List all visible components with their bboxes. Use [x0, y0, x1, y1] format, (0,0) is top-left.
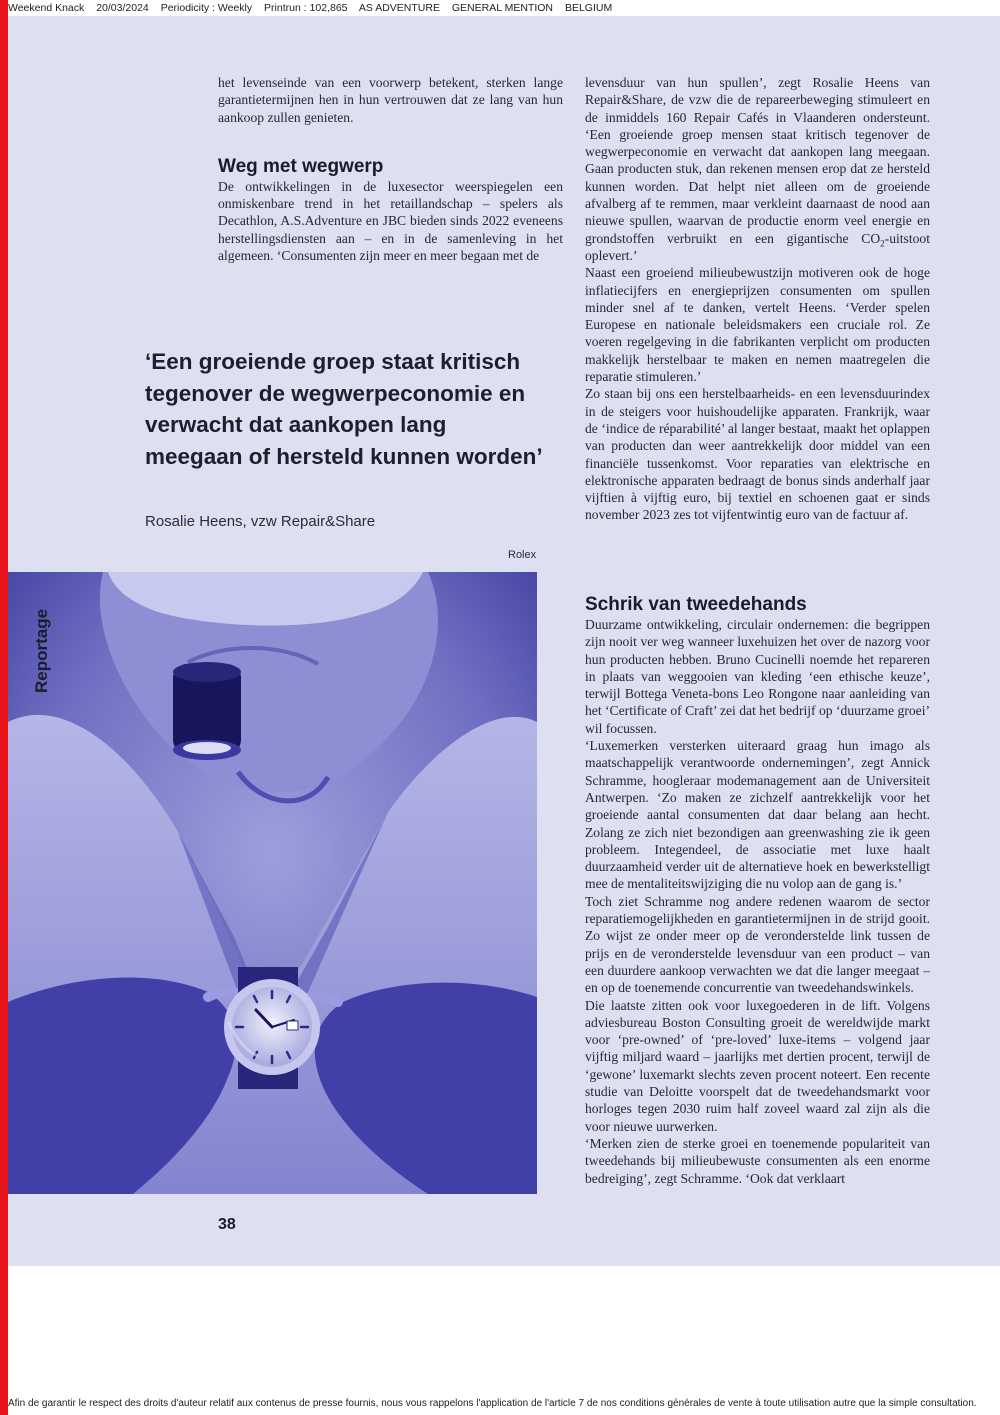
- body-paragraph: Duurzame ontwikkeling, circulair ondernemen: die begrippen zijn nooit ver weg wanneer luxehuizen het over de nazorg voor hun producten hebben. Bruno Cucinelli noemde het repareren in plaats van weggooien van kleding ‘een ethische keuze’, terwijl Bottega Veneta-bons Leo Rongone naar aanleiding van het ‘Certificate of Craft’ zei dat het bedrijf op ‘duurzame groei’ wil focussen.: [585, 617, 930, 736]
- watchmaker-photo: [8, 572, 537, 1194]
- left-column: [218, 74, 563, 264]
- body-text: -uitstoot oplevert.’: [585, 230, 930, 263]
- watchmaker-illustration: [8, 572, 537, 1194]
- pull-quote-attribution: Rosalie Heens, vzw Repair&Share: [145, 513, 376, 530]
- copyright-footer: Afin de garantir le respect des droits d'auteur relatif aux contenus de presse fournis, nous vous rappelons l'application de l'article 7 de nos conditions générales de vente à toute utilisation autre que la simple consultation.: [8, 1398, 977, 1409]
- section-heading: Schrik van tweedehands: [585, 594, 807, 615]
- body-paragraph: Naast een groeiend milieubewustzijn motiveren ook de hoge inflatiecijfers en energieprijzen consumenten om spullen minder snel af te danken, vertelt Heens. ‘Verder spelen Europese en nationale beleidsmakers een cruciale rol. Ze voeren regelgeving in die fabrikanten verplicht om producten makkelijk herstelbaar te maken en nemen maatregelen die reparatie stimuleren.’: [585, 265, 930, 385]
- pull-quote: ‘Een groeiende groep staat kritisch tegenover de wegwerpeconomie en verwacht dat aankopen lang meegaan of hersteld kunnen worden’: [145, 349, 543, 469]
- client-name: AS ADVENTURE: [358, 2, 440, 14]
- red-margin-bar: [0, 0, 8, 1415]
- section-label-text: Reportage: [32, 608, 51, 694]
- body-text: levensduur van hun spullen’, zegt Rosalie Heens van Repair&Share, de vzw die de repareerbeweging stimuleert en de inmiddels 160 Repair Cafés in Vlaanderen ondersteunt. ‘Een groeiende groep mensen staat kritisch tegenover de wegwerpeconomie en verwacht dat aankopen lang meegaan. Gaan producten stuk, dan rekenen mensen erop dat ze hersteld kunnen worden. Dat helpt niet alleen om de groeiende afvalberg af te remmen, maar verkleint daarnaast de nood aan nieuwe spullen, waarvan de productie enorm veel energie en grondstoffen verbruikt en een gigantische CO: [585, 75, 930, 246]
- body-paragraph: ‘Merken zien de sterke groei en toenemende populariteit van tweedehands bij milieubewuste consumenten als een enorme bedreiging’, zegt Schramme. ‘Ook dat verklaart: [585, 1135, 930, 1186]
- section-label: [22, 596, 62, 706]
- photo-credit: Rolex: [508, 549, 537, 561]
- body-paragraph: De ontwikkelingen in de luxesector weerspiegelen een onmiskenbare trend in het retaillandschap – spelers als Decathlon, A.S.Adventure en JBC bieden sinds 2022 eveneens herstellingsdiensten aan – en in de samenleving in het algemeen. ‘Consumenten zijn meer en meer begaan met de: [218, 178, 563, 264]
- periodicity: Periodicity : Weekly: [160, 2, 253, 14]
- right-column: [585, 74, 930, 524]
- publication-date: 20/03/2024: [96, 2, 149, 14]
- magazine-page: [8, 16, 1000, 1266]
- page-number: 38: [218, 1216, 236, 1233]
- co2-subscript: 2: [880, 238, 885, 249]
- body-paragraph: ‘Luxemerken versterken uiteraard graag hun imago als maatschappelijk verantwoorde ondernemingen’, zegt Annick Schramme, hoogleraar modemanagement aan de Universiteit Antwerpen. ‘Zo maken ze zichzelf aantrekkelijk voor het groeiende aantal consumenten dat daar belang aan hecht. Zolang ze zich niet bezondigen aan greenwashing zie ik geen probleem. Integendeel, de associatie met luxe haalt duurzaamheid verder uit de alternatieve hoek en bewerkstelligt mee de mentaliteitswijziging die nu volop aan de gang is.’: [585, 738, 930, 892]
- body-paragraph: Toch ziet Schramme nog andere redenen waarom de sector reparatiemogelijkheden en garantietermijnen in de strijd gooit. Zo wijst ze onder meer op de veronderstelde link tussen de prijs en de veronderstelde levensduur van een product – van een duurdere aankoop verwachten we dat die langer meegaat – en op de toenemende concurrentie van tweedehandswinkels.: [585, 893, 930, 996]
- clipping-header: [8, 2, 621, 14]
- section-heading: Weg met wegwerp: [218, 155, 384, 177]
- body-paragraph: Zo staan bij ons een herstelbaarheids- en een levensduurindex in de steigers voor huishoudelijke apparaten. Frankrijk, waar de ‘indice de réparabilité’ al langer bestaat, maakt het oplappen van producten dan weer aantrekkelijk door middel van een financiële tussenkomst. Voor reparaties van elektrische en elektronische apparaten bedraagt de bonus sinds anderhalf jaar vijftien à vijftig euro, bij textiel en schoenen gaat er sinds november 2023 zes tot vijfentwintig euro van de factuur af.: [585, 386, 930, 523]
- mention-type: GENERAL MENTION: [451, 2, 554, 14]
- intro-paragraph: het levenseinde van een voorwerp betekent, sterken lange garantietermijnen hen in hun vertrouwen dat ze lang van hun aankoop zullen genieten.: [218, 75, 563, 125]
- publication-name: Weekend Knack: [8, 2, 85, 14]
- printrun: Printrun : 102,865: [264, 2, 348, 14]
- body-paragraph: Die laatste zitten ook voor luxegoederen in de lift. Volgens adviesbureau Boston Consulting groeit de wereldwijde markt voor ‘pre-owned’ of ‘pre-loved’ luxe-items – volgend jaar vijftig miljard waard – jaarlijks met dertien procent, terwijl de ‘gewone’ luxemarkt slechts zeven procent noteert. Een recente studie van Deloitte voorspelt dat de tweedehandsmarkt voor horloges tegen 2030 ruim half zoveel waard zal zijn als die voor nieuwe uurwerken.: [585, 997, 930, 1134]
- body-paragraph: [585, 74, 930, 264]
- right-column-second-section: [585, 594, 930, 1187]
- country: BELGIUM: [564, 2, 613, 14]
